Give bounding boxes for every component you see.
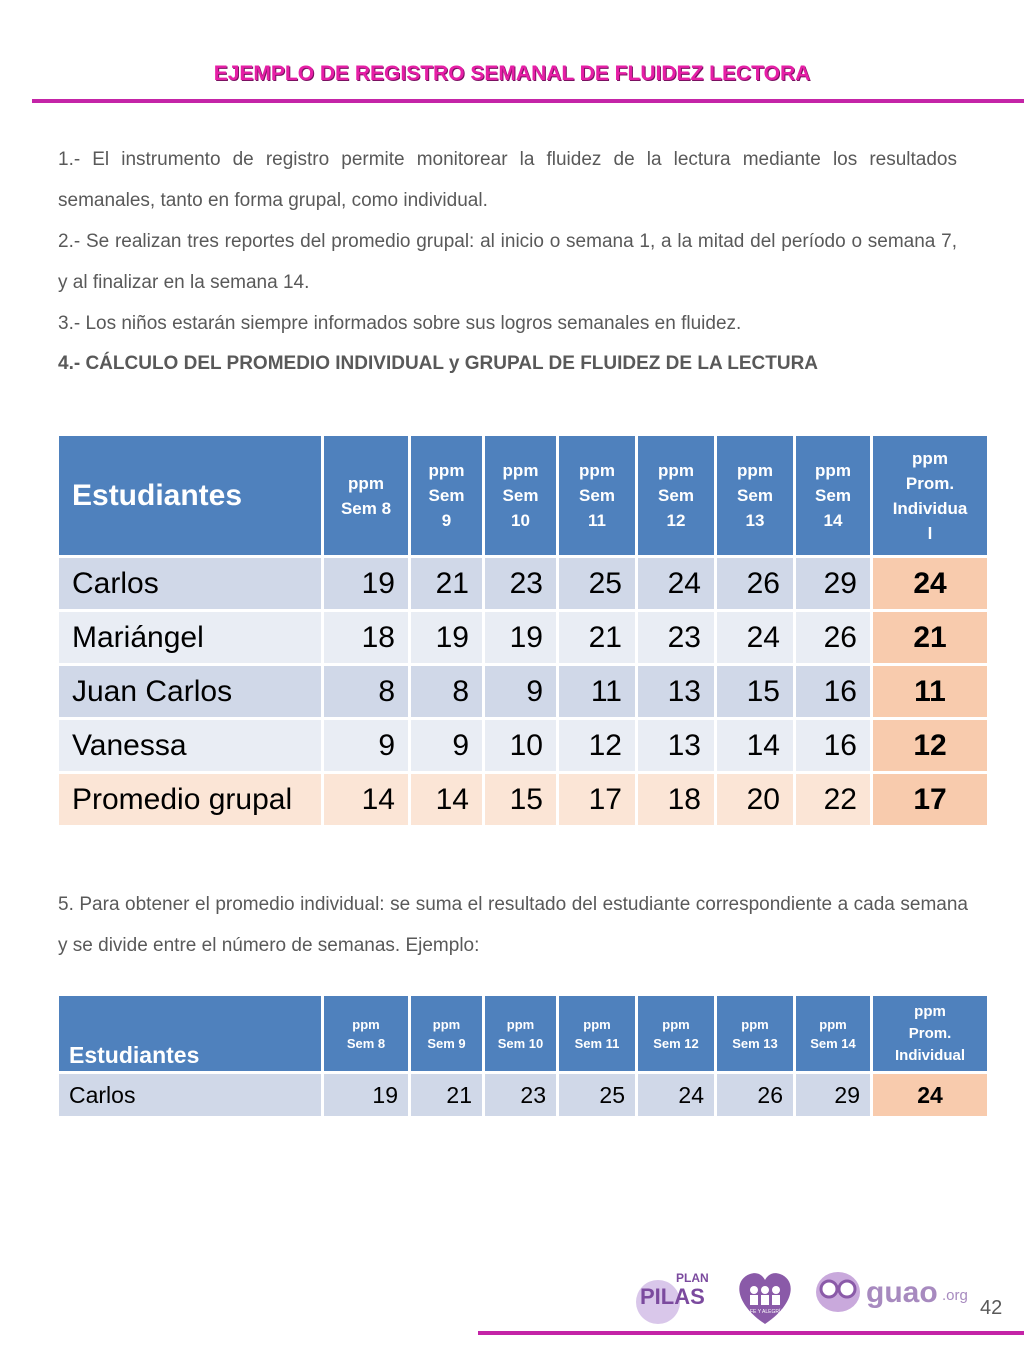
- header-week-8: [324, 996, 408, 1071]
- header-line: Sem 13: [732, 1035, 778, 1051]
- week-score: 18: [324, 612, 408, 663]
- weekly-fluency-table: [56, 433, 990, 828]
- header-week-10: [485, 996, 556, 1071]
- header-line: Sem: [815, 486, 851, 505]
- week-score: 29: [796, 558, 870, 609]
- header-line: 9: [441, 511, 452, 530]
- guao-org-text: .org: [942, 1287, 968, 1304]
- week-score: 24: [638, 1074, 714, 1116]
- header-students: Estudiantes: [59, 436, 321, 555]
- page-number: 42: [980, 1297, 1003, 1319]
- header-line: ppm: [502, 461, 539, 480]
- week-score: 8: [324, 666, 408, 717]
- header-week-13: [717, 996, 793, 1071]
- header-line: Sem: [502, 486, 539, 505]
- week-score: 19: [324, 1074, 408, 1116]
- guao-logo: [816, 1272, 968, 1312]
- header-week-12: [638, 996, 714, 1071]
- header-line: Sem 9: [427, 1035, 466, 1051]
- header-week-14: [796, 996, 870, 1071]
- table-row: [59, 612, 987, 663]
- header-line: ppm: [819, 1016, 847, 1032]
- header-line: Sem 11: [574, 1035, 620, 1051]
- header-line: ppm: [579, 461, 615, 480]
- header-week-12: [638, 436, 714, 555]
- week-score: 20: [717, 774, 793, 825]
- header-line: Sem 14: [810, 1035, 856, 1051]
- header-line: Sem 8: [340, 498, 392, 518]
- week-score: 24: [717, 612, 793, 663]
- example-table: [56, 993, 990, 1119]
- student-name: Mariángel: [59, 612, 321, 663]
- table-row: [59, 1074, 987, 1116]
- week-score: 23: [485, 558, 556, 609]
- paragraph-4-heading: 4.- CÁLCULO DEL PROMEDIO INDIVIDUAL y GRUPAL DE FLUIDEZ DE LA LECTURA: [58, 353, 819, 374]
- student-name: Vanessa: [59, 720, 321, 771]
- plan-logo-text: PLAN: [676, 1271, 709, 1285]
- week-score: 9: [411, 720, 482, 771]
- week-score: 10: [485, 720, 556, 771]
- header-line: ppm: [432, 1016, 461, 1032]
- header-line: 13: [745, 511, 765, 530]
- header-line: ppm: [741, 1016, 769, 1032]
- week-score: 22: [796, 774, 870, 825]
- week-score: 16: [796, 666, 870, 717]
- week-score: 14: [411, 774, 482, 825]
- table-row: [59, 558, 987, 609]
- header-line: ppm: [662, 1016, 690, 1032]
- header-week-14: [796, 436, 870, 555]
- week-score: 9: [324, 720, 408, 771]
- header-week-10: [485, 436, 556, 555]
- header-line: Sem 12: [653, 1035, 699, 1051]
- header-line: Sem: [658, 486, 694, 505]
- header-line: Sem: [579, 486, 615, 505]
- week-score: 13: [638, 720, 714, 771]
- week-score: 24: [638, 558, 714, 609]
- week-score: 26: [717, 1074, 793, 1116]
- header-line: 12: [666, 511, 686, 530]
- table-row: [59, 720, 987, 771]
- header-line: ppm: [658, 461, 694, 480]
- header-line: Prom.: [905, 473, 955, 493]
- bottom-rule: [478, 1331, 1024, 1335]
- paragraph-3: 3.- Los niños estarán siempre informados sobre sus logros semanales en fluidez.: [58, 313, 742, 334]
- header-line: Sem: [737, 486, 773, 505]
- header-week-9: [411, 436, 482, 555]
- guao-logo-text: guao: [866, 1276, 938, 1309]
- week-score: 21: [411, 1074, 482, 1116]
- header-line: 14: [823, 511, 843, 530]
- header-week-11: [559, 996, 635, 1071]
- title-rule: [32, 99, 1024, 103]
- header-line: 10: [511, 511, 530, 530]
- week-score: 17: [559, 774, 635, 825]
- paragraph-1: 1.- El instrumento de registro permite monitorear la fluidez de la lectura mediante los resultados semanales, tanto en forma grupal, como individual.: [58, 149, 957, 211]
- paragraph-5: 5. Para obtener el promedio individual: se suma el resultado del estudiante correspondiente a cada semana y se divide entre el número de semanas. Ejemplo:: [58, 894, 968, 956]
- header-individual-average: [873, 996, 987, 1071]
- week-score: 19: [411, 612, 482, 663]
- week-score: 18: [638, 774, 714, 825]
- student-name: Promedio grupal: [59, 774, 321, 825]
- week-score: 26: [796, 612, 870, 663]
- table-row: [59, 666, 987, 717]
- week-score: 19: [485, 612, 556, 663]
- week-score: 25: [559, 1074, 635, 1116]
- individual-average: 11: [873, 666, 987, 717]
- paragraph-2: 2.- Se realizan tres reportes del promedio grupal: al inicio o semana 1, a la mitad del período o semana 7, y al finalizar en la semana 14.: [58, 231, 957, 293]
- header-line: Individual: [894, 1046, 965, 1064]
- group-average-row: [59, 774, 987, 825]
- student-name: Carlos: [59, 1074, 321, 1116]
- header-individual-average: [873, 436, 987, 555]
- week-score: 16: [796, 720, 870, 771]
- header-line: ppm: [815, 461, 851, 480]
- week-score: 11: [559, 666, 635, 717]
- week-score: 14: [324, 774, 408, 825]
- header-week-8: [324, 436, 408, 555]
- week-score: 25: [559, 558, 635, 609]
- week-score: 26: [717, 558, 793, 609]
- week-score: 23: [485, 1074, 556, 1116]
- week-score: 15: [485, 774, 556, 825]
- header-line: ppm: [912, 448, 948, 468]
- header-line: Individua: [892, 498, 968, 518]
- header-line: ppm: [352, 1016, 380, 1032]
- page-title: EJEMPLO DE REGISTRO SEMANAL DE FLUIDEZ LECTORA: [213, 62, 811, 85]
- individual-average: 24: [873, 558, 987, 609]
- individual-average: 21: [873, 612, 987, 663]
- pilas-logo-text: PILAS: [640, 1284, 705, 1309]
- individual-average: 24: [873, 1074, 987, 1116]
- header-line: 11: [588, 511, 606, 530]
- header-line: Prom.: [908, 1024, 952, 1042]
- week-score: 15: [717, 666, 793, 717]
- header-line: ppm: [428, 461, 465, 480]
- header-line: ppm: [348, 473, 384, 493]
- header-line: Sem 8: [346, 1035, 386, 1051]
- header-week-11: [559, 436, 635, 555]
- week-score: 9: [485, 666, 556, 717]
- fe-logo-text: FE Y ALEGRÍA: [750, 1309, 784, 1315]
- week-score: 12: [559, 720, 635, 771]
- individual-average: 17: [873, 774, 987, 825]
- week-score: 23: [638, 612, 714, 663]
- week-score: 19: [324, 558, 408, 609]
- week-score: 21: [559, 612, 635, 663]
- week-score: 13: [638, 666, 714, 717]
- header-line: l: [927, 523, 933, 543]
- header-students: Estudiantes: [59, 996, 321, 1071]
- header-line: Sem: [428, 486, 465, 505]
- header-week-13: [717, 436, 793, 555]
- header-line: ppm: [914, 1002, 946, 1020]
- plan-pilas-logo: [636, 1271, 709, 1324]
- week-score: 8: [411, 666, 482, 717]
- student-name: Juan Carlos: [59, 666, 321, 717]
- header-line: ppm: [737, 461, 773, 480]
- week-score: 21: [411, 558, 482, 609]
- fe-y-alegria-logo: [739, 1273, 790, 1324]
- header-line: ppm: [583, 1016, 611, 1032]
- week-score: 14: [717, 720, 793, 771]
- header-line: Sem 10: [497, 1035, 544, 1051]
- header-line: ppm: [506, 1016, 535, 1032]
- sponsor-logos: [630, 1262, 990, 1332]
- week-score: 29: [796, 1074, 870, 1116]
- header-week-9: [411, 996, 482, 1071]
- individual-average: 12: [873, 720, 987, 771]
- student-name: Carlos: [59, 558, 321, 609]
